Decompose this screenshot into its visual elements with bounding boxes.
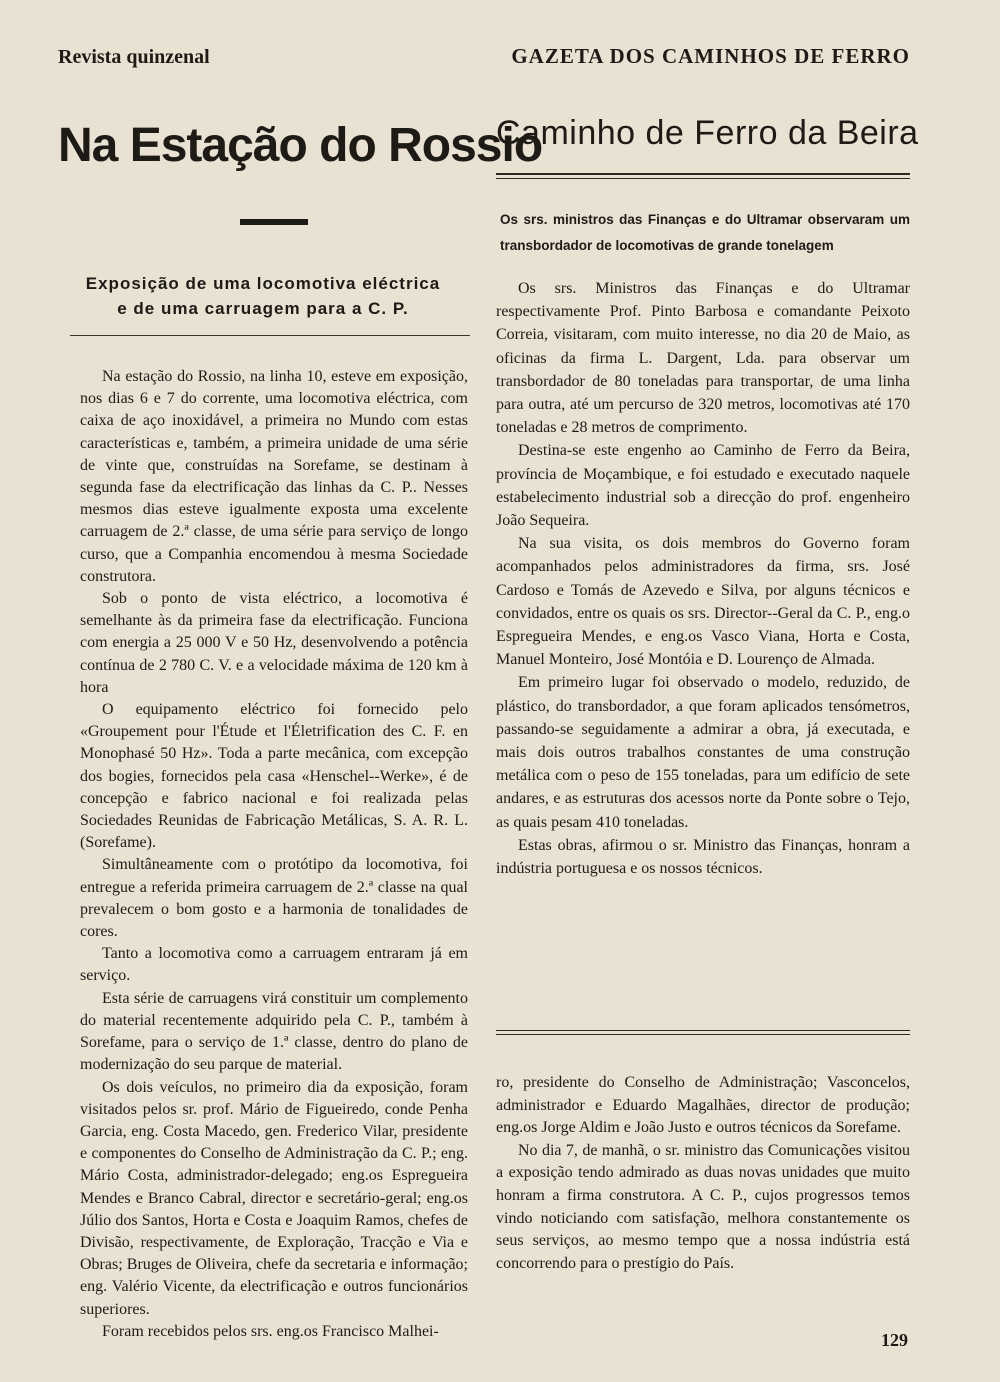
paragraph: Destina-se este engenho ao Caminho de Ferro da Beira, província de Moçambique, e foi estudado e executado naquele estabelecimento industrial sob a direcção do prof. engenheiro João Sequeira. xyxy=(496,442,910,530)
running-header-left: Revista quinzenal xyxy=(58,46,210,68)
left-article-title: Na Estação do Rossio xyxy=(58,119,543,172)
paragraph: Simultâneamente com o protótipo da locomotiva, foi entregue a referida primeira carruagem de 2.ª classe na qual prevalecem o bom gosto e a harmonia de tonalidades de cores. xyxy=(80,856,468,941)
paragraph: Na estação do Rossio, na linha 10, esteve em exposição, nos dias 6 e 7 do corrente, uma locomotiva eléctrica, com caixa de aço inoxidável, a primeira no Mundo com estas características e, também, a primeira unidade de uma série de vinte que, construídas na Sorefame, se destinam à segunda fase da electrificação das linhas da C. P.. Nesses mesmos dias esteve igualmente exposta uma excelente carruagem de 2.ª classe, de uma série para serviço de longo curso, que a Companhia encomendou à mesma Sociedade construtora. xyxy=(80,368,468,585)
right-column xyxy=(496,110,919,880)
paragraph: No dia 7, de manhã, o sr. ministro das Comunicações visitou a exposição tendo admirado as duas novas unidades que muito honram a firma construtora. A C. P., cujos progressos temos vindo noticiando com satisfação, melhora constantemente os seus serviços, ao mesmo tempo que a nossa indústria está concorrendo para o prestígio do País. xyxy=(496,1141,910,1272)
paragraph: ro, presidente do Conselho de Administração; Vasconcelos, administrador e Eduardo Magalhães, director de produção; eng.os Jorge Aldim e João Justo e outros técnicos da Sorefame. xyxy=(496,1074,910,1137)
paragraph: Sob o ponto de vista eléctrico, a locomotiva é semelhante às da primeira fase da electrificação. Funciona com energia a 25 000 V e 50 Hz, desenvolvendo a potência contínua de 2 780 C. V. e a velocidade máxima de 120 km à hora xyxy=(80,590,468,696)
subtitle-line-1: Exposição de uma locomotiva eléctrica xyxy=(85,274,441,293)
left-article-body xyxy=(80,366,468,1343)
title-double-rule xyxy=(496,173,910,179)
paragraph: O equipamento eléctrico foi fornecido pelo «Groupement pour l'Étude et l'Életrification des C. F. en Monophasé 50 Hz». Toda a parte mecânica, com excepção dos bogies, fornecidos pela casa «Henschel--Werke», é de concepção e fabrico nacional e foi realizada pelas Sociedades Reunidas de Fabricação Metálicas, S. A. R. L. (Sorefame). xyxy=(80,701,468,852)
left-article-continuation xyxy=(496,1072,910,1275)
paragraph: Os dois veículos, no primeiro dia da exposição, foram visitados pelos sr. prof. Mário de Figueiredo, conde Penha Garcia, eng. Costa Macedo, gen. Frederico Vilar, presidente e componentes do Conselho de Administração da C. P.; eng. Mário Costa, administrador-delegado; eng.os Espregueira Mendes e Branco Cabral, director e secretário-geral; eng.os Júlio dos Santos, Horta e Costa e Joaquim Ramos, chefes de Divisão, respectivamente, de Exploração, Tracção e Via e Obras; Bruges de Oliveira, chefe da secretaria e informação; eng. Valério Vicente, da electrificação e outros funcionários superiores. xyxy=(80,1078,468,1318)
paragraph: Esta série de carruagens virá constituir um complemento do material recentemente adquirido pela C. P., também à Sorefame, para o serviço de 1.ª classe, dentro do plano de modernização do seu parque de material. xyxy=(80,989,468,1074)
right-article-title: Caminho de Ferro da Beira xyxy=(496,114,919,152)
running-header-right: GAZETA DOS CAMINHOS DE FERRO xyxy=(511,44,910,68)
title-divider-bar xyxy=(240,219,308,225)
paragraph: Em primeiro lugar foi observado o modelo, reduzido, de plástico, do transbordador, a que foram aplicados tensómetros, passando-se seguidamente a admirar a obra, já executada, e mais dois outros trabalhos constantes de uma construção metálica com o peso de 155 toneladas, para um edifício de sete andares, e as estruturas dos acessos norte da Ponte sobre o Tejo, as quais pesam 410 toneladas. xyxy=(496,674,910,831)
left-article-subtitle xyxy=(56,271,470,321)
paragraph: Os srs. Ministros das Finanças e do Ultramar respectivamente Prof. Pinto Barbosa e comandante Peixoto Correia, visitaram, com muito interesse, no dia 20 de Maio, as oficinas da firma L. Dargent, Lda. para observar um transbordador de 80 toneladas para transportar, de uma linha para outra, até um percurso de 320 metros, locomotivas até 170 toneladas e 28 metros de comprimento. xyxy=(496,280,910,437)
left-column xyxy=(58,110,543,1343)
subtitle-rule xyxy=(70,335,470,336)
right-article-body xyxy=(496,277,910,880)
paragraph: Foram recebidos pelos srs. eng.os Francisco Malhei- xyxy=(102,1322,439,1340)
subtitle-line-2: e de uma carruagem para a C. P. xyxy=(117,299,409,318)
section-separator xyxy=(496,1030,910,1035)
paragraph: Na sua visita, os dois membros do Governo foram acompanhados pelos administradores da firma, srs. José Cardoso e Tomás de Azevedo e Silva, por alguns técnicos e convidados, entre os quais os srs. Director--Geral da C. P., eng.o Espregueira Mendes, e eng.os Vasco Viana, Horta e Costa, Manuel Monteiro, José Montóia e D. Lourenço de Almada. xyxy=(496,535,910,669)
paragraph: Tanto a locomotiva como a carruagem entraram já em serviço. xyxy=(80,945,468,985)
page-number: 129 xyxy=(881,1330,908,1350)
right-article-subtitle: Os srs. ministros das Finanças e do Ultramar observaram um transbordador de locomotivas de grande tonelagem xyxy=(500,212,910,253)
paragraph: Estas obras, afirmou o sr. Ministro das Finanças, honram a indústria portuguesa e os nossos técnicos. xyxy=(496,836,910,878)
